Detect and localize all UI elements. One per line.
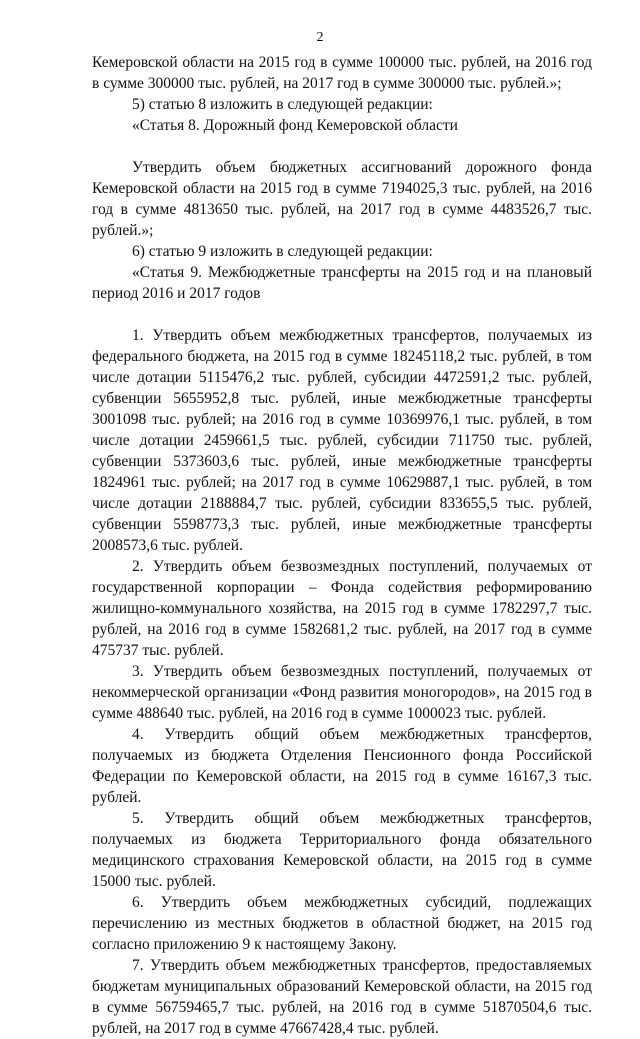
article-9-point-3: 3. Утвердить объем безвозмездных поступлений, получаемых от некоммерческой организации «Фонд развития моногородов», на 2015 год в сумме 488640 тыс. рублей, на 2016 год в сумме 1000023 тыс. рублей.: [92, 663, 592, 722]
paragraph-item-6: 6) статью 9 изложить в следующей редакции:: [132, 243, 433, 260]
article-9-point-7: 7. Утвердить объем межбюджетных трансфертов, предоставляемых бюджетам муниципальных образований Кемеровской области, на 2015 год в сумме 56759465,7 тыс. рублей, на 2016 год в сумме 51870504,6 тыс. рублей, на 2017 год в сумме 47667428,4 тыс. рублей.: [92, 957, 592, 1037]
article-8-text: Утвердить объем бюджетных ассигнований дорожного фонда Кемеровской области на 2015 год в сумме 7194025,3 тыс. рублей, на 2016 год в сумме 4813650 тыс. рублей, на 2017 год в сумме 4483526,7 тыс. рублей.»;: [92, 159, 592, 239]
paragraph-continuation: Кемеровской области на 2015 год в сумме 100000 тыс. рублей, на 2016 год в сумме 300000 тыс. рублей, на 2017 год в сумме 300000 тыс. рублей.»;: [92, 54, 592, 92]
article-9-point-6: 6. Утвердить объем межбюджетных субсидий, подлежащих перечислению из местных бюджетов в областной бюджет, на 2015 год согласно приложению 9 к настоящему Закону.: [92, 894, 592, 953]
paragraph-item-5: 5) статью 8 изложить в следующей редакции:: [132, 96, 433, 113]
article-9-heading: «Статья 9. Межбюджетные трансферты на 2015 год и на плановый период 2016 и 2017 годов: [92, 264, 592, 302]
article-9-point-4: 4. Утвердить общий объем межбюджетных трансфертов, получаемых из бюджета Отделения Пенсионного фонда Российской Федерации по Кемеровской области, на 2015 год в сумме 16167,3 тыс. рублей.: [92, 726, 592, 806]
article-9-point-2: 2. Утвердить объем безвозмездных поступлений, получаемых от государственной корпорации – Фонда содействия реформированию жилищно-коммунального хозяйства, на 2015 год в сумме 1782297,7 тыс. рублей, на 2016 год в сумме 1582681,2 тыс. рублей, на 2017 год в сумме 475737 тыс. рублей.: [92, 558, 592, 659]
article-8-heading: «Статья 8. Дорожный фонд Кемеровской области: [132, 117, 458, 134]
page-number: 2: [316, 30, 324, 45]
article-9-point-5: 5. Утвердить общий объем межбюджетных трансфертов, получаемых из бюджета Территориального фонда обязательного медицинского страхования Кемеровской области, на 2015 год в сумме 15000 тыс. рублей.: [92, 810, 592, 890]
document-body: [92, 52, 592, 1039]
article-9-point-1: 1. Утвердить объем межбюджетных трансфертов, получаемых из федерального бюджета, на 2015 год в сумме 18245118,2 тыс. рублей, в том числе дотации 5115476,2 тыс. рублей, субсидии 4472591,2 тыс. рублей, субвенции 5655952,8 тыс. рублей, иные межбюджетные трансферты 3001098 тыс. рублей; на 2016 год в сумме 10369976,1 тыс. рублей, в том числе дотации 2459661,5 тыс. рублей, субсидии 711750 тыс. рублей, субвенции 5373603,6 тыс. рублей, иные межбюджетные трансферты 1824961 тыс. рублей; на 2017 год в сумме 10629887,1 тыс. рублей, в том числе дотации 2188884,7 тыс. рублей, субсидии 833655,5 тыс. рублей, субвенции 5598773,3 тыс. рублей, иные межбюджетные трансферты 2008573,6 тыс. рублей.: [92, 327, 592, 554]
